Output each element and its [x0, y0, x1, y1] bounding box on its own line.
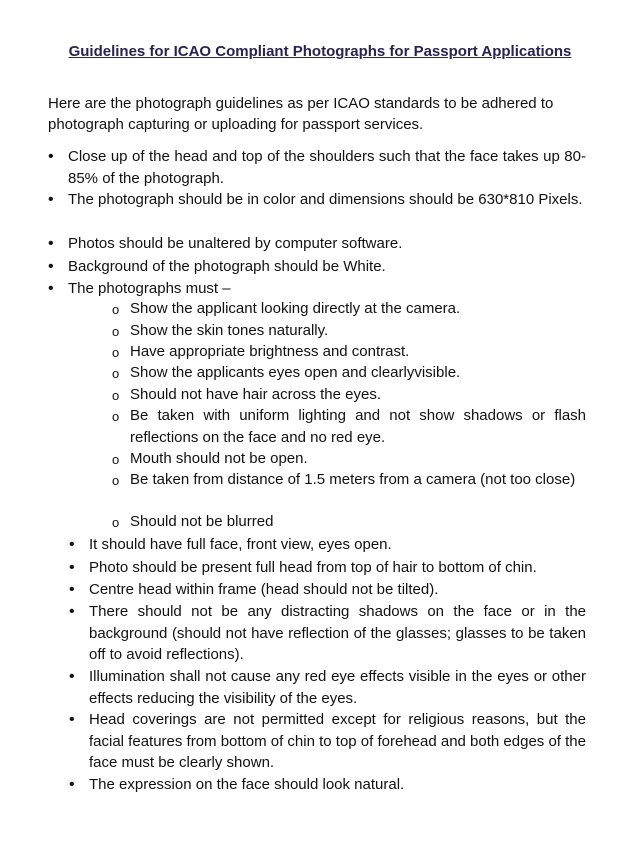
- sub-list-item: o Show the applicant looking directly at the camera.: [130, 298, 586, 320]
- list-item: • Background of the photograph should be White.: [68, 256, 586, 278]
- list-item: • Illumination shall not cause any red eye effects visible in the eyes or other effects reducing the visibility of the eyes.: [89, 666, 586, 709]
- sub-list-item: o Mouth should not be open.: [130, 448, 586, 470]
- sub-list-item: o Be taken with uniform lighting and not show shadows or flash reflections on the face and no red eye.: [130, 405, 586, 448]
- sub-list-item: o Be taken from distance of 1.5 meters from a camera (not too close): [130, 469, 586, 491]
- list-item: • There should not be any distracting shadows on the face or in the background (should not have reflection of the glasses; glasses to be taken off to avoid reflections).: [89, 601, 586, 666]
- sub-list-item: o Should not have hair across the eyes.: [130, 384, 586, 406]
- list-item: • The photograph should be in color and dimensions should be 630*810 Pixels.: [68, 189, 586, 211]
- list-item: • Centre head within frame (head should not be tilted).: [89, 579, 586, 601]
- sub-list-item: o Show the applicants eyes open and clearlyvisible.: [130, 362, 586, 384]
- list-item: • Close up of the head and top of the shoulders such that the face takes up 80-85% of the photograph.: [68, 146, 586, 189]
- document-title: Guidelines for ICAO Compliant Photographs for Passport Applications: [68, 43, 572, 60]
- list-item: • The expression on the face should look natural.: [89, 774, 586, 796]
- sub-list-item: o Show the skin tones naturally.: [130, 320, 586, 342]
- list-item: • The photographs must –: [68, 278, 586, 300]
- list-item: • Photo should be present full head from top of hair to bottom of chin.: [89, 557, 586, 579]
- list-item: • Photos should be unaltered by computer software.: [68, 233, 586, 255]
- intro-paragraph: Here are the photograph guidelines as per ICAO standards to be adhered to photograph capturing or uploading for passport services.: [48, 95, 554, 133]
- list-item: • Head coverings are not permitted except for religious reasons, but the facial features from bottom of chin to top of forehead and both edges of the face must be clearly shown.: [89, 709, 586, 774]
- sub-list-item: o Have appropriate brightness and contrast.: [130, 341, 586, 363]
- sub-list-item: o Should not be blurred: [130, 511, 586, 533]
- list-item: • It should have full face, front view, eyes open.: [89, 534, 586, 556]
